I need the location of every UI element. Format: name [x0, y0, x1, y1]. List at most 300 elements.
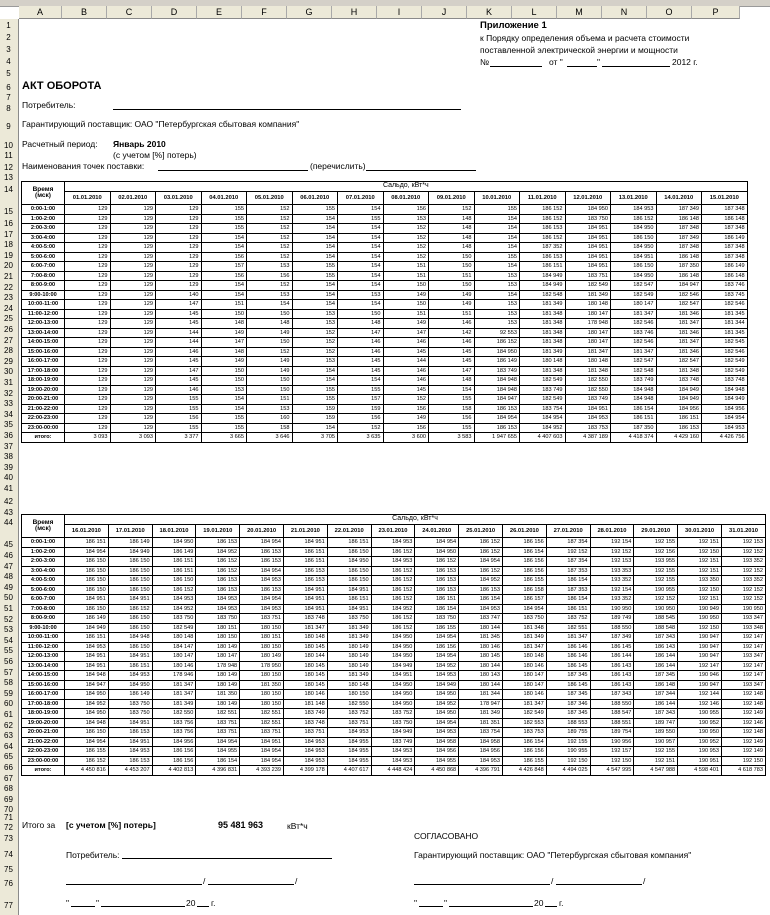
value-cell[interactable]: 180 149 [327, 642, 371, 652]
value-cell[interactable]: 190 947 [678, 633, 722, 643]
value-cell[interactable]: 186 152 [611, 214, 657, 224]
value-cell[interactable]: 156 [383, 205, 429, 215]
value-cell[interactable]: 150 [247, 376, 293, 386]
value-cell[interactable]: 184 953 [108, 747, 152, 757]
value-cell[interactable]: 154 [474, 214, 520, 224]
value-cell[interactable]: 129 [65, 357, 111, 367]
value-cell[interactable]: 152 [383, 243, 429, 253]
value-cell[interactable]: 182 550 [565, 385, 611, 395]
value-cell[interactable]: 129 [65, 252, 111, 262]
value-cell[interactable]: 192 151 [678, 557, 722, 567]
value-cell[interactable]: 154 [292, 423, 338, 433]
value-cell[interactable]: 186 152 [520, 233, 566, 243]
value-cell[interactable]: 156 [338, 414, 384, 424]
value-cell[interactable]: 184 952 [415, 699, 459, 709]
value-cell[interactable]: 184 951 [283, 538, 327, 548]
value-cell[interactable]: 129 [65, 205, 111, 215]
value-cell[interactable]: 184 956 [656, 404, 702, 414]
value-cell[interactable]: 184 954 [196, 737, 240, 747]
value-cell[interactable]: 190 955 [634, 585, 678, 595]
value-cell[interactable]: 192 146 [678, 699, 722, 709]
row-number[interactable]: 44 [4, 518, 13, 527]
value-cell[interactable]: 192 155 [634, 576, 678, 586]
value-cell[interactable]: 182 549 [702, 357, 748, 367]
row-number[interactable]: 59 [4, 688, 13, 698]
value-cell[interactable]: 184 950 [371, 642, 415, 652]
value-cell[interactable]: 151 [383, 309, 429, 319]
value-cell[interactable]: 193 348 [721, 623, 765, 633]
time-cell[interactable]: 3:00-4:00 [22, 566, 65, 576]
value-cell[interactable]: 180 145 [459, 652, 503, 662]
total-cell[interactable]: 4 618 783 [721, 766, 765, 776]
value-cell[interactable]: 186 149 [152, 547, 196, 557]
value-cell[interactable]: 180 150 [240, 671, 284, 681]
value-cell[interactable]: 154 [247, 300, 293, 310]
row-number[interactable]: 55 [4, 646, 13, 656]
value-cell[interactable]: 154 [292, 290, 338, 300]
value-cell[interactable]: 180 150 [240, 642, 284, 652]
value-cell[interactable]: 129 [65, 376, 111, 386]
value-cell[interactable]: 184 950 [611, 243, 657, 253]
time-cell[interactable]: 2:00-3:00 [22, 224, 65, 234]
value-cell[interactable]: 186 153 [108, 728, 152, 738]
value-cell[interactable]: 145 [338, 357, 384, 367]
value-cell[interactable]: 186 156 [152, 747, 196, 757]
value-cell[interactable]: 183 753 [502, 728, 546, 738]
value-cell[interactable]: 189 550 [634, 728, 678, 738]
value-cell[interactable]: 180 150 [240, 690, 284, 700]
value-cell[interactable]: 154 [292, 214, 338, 224]
value-cell[interactable]: 183 756 [152, 728, 196, 738]
time-cell[interactable]: 23:00-00:00 [22, 423, 65, 433]
value-cell[interactable]: 190 947 [678, 680, 722, 690]
value-cell[interactable]: 186 150 [152, 576, 196, 586]
value-cell[interactable]: 180 143 [459, 671, 503, 681]
value-cell[interactable]: 186 148 [656, 214, 702, 224]
value-cell[interactable]: 184 948 [702, 385, 748, 395]
total-cell[interactable]: 4 426 848 [502, 766, 546, 776]
value-cell[interactable]: 129 [65, 366, 111, 376]
time-cell[interactable]: 6:00-7:00 [22, 262, 65, 272]
value-cell[interactable]: 180 145 [283, 642, 327, 652]
value-cell[interactable]: 129 [65, 347, 111, 357]
row-number[interactable]: 75 [4, 865, 13, 874]
value-cell[interactable]: 129 [156, 243, 202, 253]
time-cell[interactable]: 4:00-5:00 [22, 243, 65, 253]
value-cell[interactable]: 129 [110, 243, 156, 253]
value-cell[interactable]: 129 [110, 385, 156, 395]
value-cell[interactable]: 183 750 [415, 614, 459, 624]
value-cell[interactable]: 147 [201, 338, 247, 348]
value-cell[interactable]: 184 949 [415, 680, 459, 690]
value-cell[interactable]: 184 951 [327, 604, 371, 614]
value-cell[interactable]: 129 [110, 366, 156, 376]
value-cell[interactable]: 155 [292, 385, 338, 395]
value-cell[interactable]: 149 [247, 366, 293, 376]
value-cell[interactable]: 154 [201, 281, 247, 291]
value-cell[interactable]: 155 [474, 252, 520, 262]
totals-label[interactable]: итого: [22, 766, 65, 776]
value-cell[interactable]: 158 [429, 404, 475, 414]
value-cell[interactable]: 186 154 [196, 756, 240, 766]
row-number[interactable]: 65 [4, 752, 13, 762]
value-cell[interactable]: 184 953 [327, 728, 371, 738]
value-cell[interactable]: 152 [247, 281, 293, 291]
value-cell[interactable]: 192 148 [721, 699, 765, 709]
row-number[interactable]: 69 [4, 794, 13, 804]
row-number[interactable]: 72 [4, 823, 13, 832]
row-number[interactable]: 41 [4, 484, 13, 493]
value-cell[interactable]: 186 153 [520, 252, 566, 262]
value-cell[interactable]: 155 [201, 205, 247, 215]
value-cell[interactable]: 151 [247, 395, 293, 405]
column-header-O[interactable]: O [647, 6, 692, 19]
value-cell[interactable]: 187 345 [634, 671, 678, 681]
value-cell[interactable]: 129 [156, 224, 202, 234]
time-cell[interactable]: 10:00-11:00 [22, 633, 65, 643]
value-cell[interactable]: 186 143 [634, 642, 678, 652]
value-cell[interactable]: 180 147 [502, 671, 546, 681]
value-cell[interactable]: 192 153 [590, 557, 634, 567]
value-cell[interactable]: 184 951 [65, 652, 109, 662]
value-cell[interactable]: 186 151 [327, 595, 371, 605]
value-cell[interactable]: 183 750 [152, 614, 196, 624]
time-cell[interactable]: 3:00-4:00 [22, 233, 65, 243]
value-cell[interactable]: 184 953 [196, 595, 240, 605]
value-cell[interactable]: 129 [110, 309, 156, 319]
value-cell[interactable]: 186 154 [502, 737, 546, 747]
value-cell[interactable]: 153 [247, 262, 293, 272]
row-number[interactable]: 73 [4, 834, 13, 843]
value-cell[interactable]: 152 [247, 224, 293, 234]
value-cell[interactable]: 156 [383, 423, 429, 433]
value-cell[interactable]: 129 [156, 262, 202, 272]
value-cell[interactable]: 148 [201, 347, 247, 357]
value-cell[interactable]: 188 553 [546, 718, 590, 728]
value-cell[interactable]: 154 [474, 262, 520, 272]
value-cell[interactable]: 148 [429, 243, 475, 253]
value-cell[interactable]: 186 153 [196, 585, 240, 595]
value-cell[interactable]: 155 [201, 414, 247, 424]
value-cell[interactable]: 184 954 [415, 538, 459, 548]
value-cell[interactable]: 187 348 [702, 243, 748, 253]
time-cell[interactable]: 1:00-2:00 [22, 547, 65, 557]
value-cell[interactable]: 184 950 [371, 690, 415, 700]
value-cell[interactable]: 186 150 [108, 614, 152, 624]
time-cell[interactable]: 20:00-21:00 [22, 395, 65, 405]
value-cell[interactable]: 159 [292, 414, 338, 424]
value-cell[interactable]: 180 146 [502, 661, 546, 671]
value-cell[interactable]: 192 151 [678, 566, 722, 576]
value-cell[interactable]: 193 347 [721, 614, 765, 624]
value-cell[interactable]: 181 348 [656, 366, 702, 376]
value-cell[interactable]: 192 146 [721, 718, 765, 728]
value-cell[interactable]: 192 152 [721, 566, 765, 576]
value-cell[interactable]: 184 951 [565, 404, 611, 414]
value-cell[interactable]: 186 153 [459, 585, 503, 595]
value-cell[interactable]: 186 145 [546, 661, 590, 671]
value-cell[interactable]: 150 [247, 385, 293, 395]
value-cell[interactable]: 192 155 [546, 737, 590, 747]
value-cell[interactable]: 181 349 [565, 290, 611, 300]
value-cell[interactable]: 152 [383, 395, 429, 405]
value-cell[interactable]: 192 148 [721, 728, 765, 738]
value-cell[interactable]: 192 144 [678, 690, 722, 700]
value-cell[interactable]: 150 [201, 366, 247, 376]
value-cell[interactable]: 183 750 [196, 614, 240, 624]
value-cell[interactable]: 181 346 [656, 328, 702, 338]
row-number[interactable]: 39 [4, 462, 13, 472]
value-cell[interactable]: 180 149 [196, 671, 240, 681]
value-cell[interactable]: 192 150 [546, 756, 590, 766]
value-cell[interactable]: 129 [65, 385, 111, 395]
value-cell[interactable]: 182 546 [702, 347, 748, 357]
row-number[interactable]: 43 [4, 508, 13, 517]
value-cell[interactable]: 145 [383, 347, 429, 357]
column-header-F[interactable]: F [242, 6, 287, 19]
value-cell[interactable]: 190 950 [590, 604, 634, 614]
value-cell[interactable]: 182 545 [702, 338, 748, 348]
value-cell[interactable]: 182 549 [565, 281, 611, 291]
column-header-B[interactable]: B [62, 6, 107, 19]
value-cell[interactable]: 187 352 [520, 243, 566, 253]
value-cell[interactable]: 184 147 [152, 642, 196, 652]
value-cell[interactable]: 180 148 [565, 300, 611, 310]
value-cell[interactable]: 129 [110, 357, 156, 367]
value-cell[interactable]: 181 347 [283, 623, 327, 633]
value-cell[interactable]: 181 346 [656, 347, 702, 357]
row-number[interactable]: 23 [4, 293, 13, 303]
value-cell[interactable]: 154 [201, 290, 247, 300]
time-cell[interactable]: 22:00-23:00 [22, 747, 65, 757]
value-cell[interactable]: 186 153 [474, 423, 520, 433]
value-cell[interactable]: 187 354 [546, 538, 590, 548]
value-cell[interactable]: 181 344 [702, 319, 748, 329]
time-cell[interactable]: 5:00-6:00 [22, 585, 65, 595]
row-number[interactable]: 52 [4, 614, 13, 624]
value-cell[interactable]: 180 151 [240, 633, 284, 643]
row-number[interactable]: 51 [4, 604, 13, 613]
column-header-J[interactable]: J [422, 6, 467, 19]
value-cell[interactable]: 129 [110, 252, 156, 262]
row-number[interactable]: 22 [4, 282, 13, 292]
value-cell[interactable]: 184 951 [371, 671, 415, 681]
time-cell[interactable]: 7:00-8:00 [22, 604, 65, 614]
value-cell[interactable]: 129 [110, 281, 156, 291]
value-cell[interactable]: 154 [338, 281, 384, 291]
value-cell[interactable]: 184 956 [415, 747, 459, 757]
value-cell[interactable]: 152 [247, 252, 293, 262]
row-number[interactable]: 67 [4, 773, 13, 783]
total-cell[interactable]: 4 450 868 [415, 766, 459, 776]
value-cell[interactable]: 145 [156, 319, 202, 329]
value-cell[interactable]: 129 [110, 300, 156, 310]
row-number[interactable]: 30 [4, 367, 13, 377]
total-cell[interactable]: 3 635 [338, 433, 384, 443]
value-cell[interactable]: 186 154 [459, 595, 503, 605]
value-cell[interactable]: 183 748 [656, 376, 702, 386]
value-cell[interactable]: 148 [429, 214, 475, 224]
value-cell[interactable]: 184 950 [371, 680, 415, 690]
value-cell[interactable]: 183 749 [611, 376, 657, 386]
value-cell[interactable]: 186 151 [65, 538, 109, 548]
value-cell[interactable]: 153 [338, 290, 384, 300]
row-number[interactable]: 58 [4, 678, 13, 688]
row-number[interactable]: 32 [4, 388, 13, 398]
value-cell[interactable]: 159 [338, 404, 384, 414]
value-cell[interactable]: 186 151 [327, 538, 371, 548]
value-cell[interactable]: 183 750 [108, 709, 152, 719]
value-cell[interactable]: 186 152 [371, 614, 415, 624]
row-number[interactable]: 3 [6, 45, 11, 54]
totals-label[interactable]: итого: [22, 433, 65, 443]
value-cell[interactable]: 192 148 [721, 690, 765, 700]
value-cell[interactable]: 181 345 [702, 328, 748, 338]
value-cell[interactable]: 188 551 [590, 718, 634, 728]
value-cell[interactable]: 182 550 [152, 709, 196, 719]
value-cell[interactable]: 183 750 [502, 614, 546, 624]
value-cell[interactable]: 186 156 [502, 538, 546, 548]
value-cell[interactable]: 182 546 [611, 338, 657, 348]
row-number[interactable]: 61 [4, 710, 13, 719]
column-header-C[interactable]: C [107, 6, 152, 19]
value-cell[interactable]: 182 550 [565, 376, 611, 386]
row-number[interactable]: 12 [4, 163, 13, 172]
value-cell[interactable]: 192 154 [590, 585, 634, 595]
value-cell[interactable]: 129 [65, 243, 111, 253]
time-cell[interactable]: 14:00-15:00 [22, 338, 65, 348]
total-cell[interactable]: 4 396 791 [459, 766, 503, 776]
value-cell[interactable]: 186 153 [240, 585, 284, 595]
value-cell[interactable]: 181 349 [327, 671, 371, 681]
value-cell[interactable]: 148 [429, 376, 475, 386]
value-cell[interactable]: 188 547 [590, 709, 634, 719]
value-cell[interactable]: 155 [429, 423, 475, 433]
value-cell[interactable]: 147 [156, 300, 202, 310]
row-number[interactable]: 24 [4, 303, 13, 313]
value-cell[interactable]: 181 347 [611, 347, 657, 357]
value-cell[interactable]: 186 157 [502, 595, 546, 605]
value-cell[interactable]: 192 154 [590, 538, 634, 548]
value-cell[interactable]: 186 152 [520, 214, 566, 224]
column-header-L[interactable]: L [512, 6, 557, 19]
value-cell[interactable]: 186 151 [108, 661, 152, 671]
value-cell[interactable]: 146 [429, 338, 475, 348]
time-cell[interactable]: 9:00-10:00 [22, 623, 65, 633]
row-number[interactable]: 53 [4, 625, 13, 635]
value-cell[interactable]: 147 [383, 328, 429, 338]
value-cell[interactable]: 184 952 [196, 547, 240, 557]
value-cell[interactable]: 154 [338, 376, 384, 386]
value-cell[interactable]: 187 349 [656, 233, 702, 243]
value-cell[interactable]: 184 950 [474, 347, 520, 357]
value-cell[interactable]: 184 954 [240, 747, 284, 757]
value-cell[interactable]: 192 150 [678, 623, 722, 633]
column-header-M[interactable]: M [557, 6, 602, 19]
value-cell[interactable]: 181 348 [520, 338, 566, 348]
value-cell[interactable]: 186 150 [108, 623, 152, 633]
value-cell[interactable]: 155 [156, 404, 202, 414]
value-cell[interactable]: 183 747 [459, 614, 503, 624]
value-cell[interactable]: 190 950 [678, 728, 722, 738]
value-cell[interactable]: 184 951 [65, 661, 109, 671]
row-number[interactable]: 26 [4, 325, 13, 334]
value-cell[interactable]: 186 153 [240, 547, 284, 557]
value-cell[interactable]: 188 550 [590, 623, 634, 633]
value-cell[interactable]: 184 952 [459, 576, 503, 586]
value-cell[interactable]: 186 152 [65, 756, 109, 766]
row-number[interactable]: 21 [4, 272, 13, 281]
value-cell[interactable]: 184 950 [415, 547, 459, 557]
value-cell[interactable]: 129 [110, 414, 156, 424]
row-number[interactable]: 15 [4, 207, 13, 216]
value-cell[interactable]: 184 951 [283, 585, 327, 595]
value-cell[interactable]: 151 [383, 262, 429, 272]
value-cell[interactable]: 186 150 [108, 566, 152, 576]
value-cell[interactable]: 186 148 [702, 214, 748, 224]
total-cell[interactable]: 3 583 [429, 433, 475, 443]
value-cell[interactable]: 187 343 [634, 633, 678, 643]
value-cell[interactable]: 149 [429, 300, 475, 310]
value-cell[interactable]: 186 152 [371, 595, 415, 605]
value-cell[interactable]: 184 955 [327, 756, 371, 766]
value-cell[interactable]: 150 [201, 376, 247, 386]
value-cell[interactable]: 152 [383, 224, 429, 234]
value-cell[interactable]: 146 [383, 366, 429, 376]
value-cell[interactable]: 182 550 [327, 699, 371, 709]
value-cell[interactable]: 184 949 [371, 661, 415, 671]
time-cell[interactable]: 23:00-00:00 [22, 756, 65, 766]
value-cell[interactable]: 187 343 [590, 690, 634, 700]
value-cell[interactable]: 182 547 [656, 300, 702, 310]
value-cell[interactable]: 153 [247, 404, 293, 414]
time-cell[interactable]: 21:00-22:00 [22, 404, 65, 414]
value-cell[interactable]: 129 [65, 338, 111, 348]
value-cell[interactable]: 184 953 [565, 414, 611, 424]
value-cell[interactable]: 183 749 [371, 737, 415, 747]
total-cell[interactable]: 4 547 995 [590, 766, 634, 776]
column-header-E[interactable]: E [197, 6, 242, 19]
value-cell[interactable]: 181 344 [459, 690, 503, 700]
row-number[interactable]: 14 [4, 185, 13, 194]
row-number[interactable]: 66 [4, 763, 13, 772]
value-cell[interactable]: 184 953 [371, 747, 415, 757]
value-cell[interactable]: 184 950 [371, 699, 415, 709]
value-cell[interactable]: 184 953 [240, 576, 284, 586]
value-cell[interactable]: 184 948 [65, 718, 109, 728]
value-cell[interactable]: 154 [474, 243, 520, 253]
value-cell[interactable]: 183 752 [327, 709, 371, 719]
value-cell[interactable]: 184 951 [565, 252, 611, 262]
value-cell[interactable]: 129 [110, 290, 156, 300]
value-cell[interactable]: 193 350 [678, 576, 722, 586]
value-cell[interactable]: 186 150 [108, 642, 152, 652]
value-cell[interactable]: 129 [110, 395, 156, 405]
row-number[interactable]: 31 [4, 378, 13, 387]
value-cell[interactable]: 178 948 [196, 661, 240, 671]
value-cell[interactable]: 158 [247, 423, 293, 433]
value-cell[interactable]: 180 150 [240, 623, 284, 633]
value-cell[interactable]: 155 [474, 205, 520, 215]
value-cell[interactable]: 181 345 [459, 633, 503, 643]
value-cell[interactable]: 182 548 [611, 366, 657, 376]
value-cell[interactable]: 152 [292, 338, 338, 348]
value-cell[interactable]: 183 751 [327, 718, 371, 728]
value-cell[interactable]: 186 151 [546, 604, 590, 614]
value-cell[interactable]: 129 [156, 233, 202, 243]
time-cell[interactable]: 15:00-16:00 [22, 347, 65, 357]
value-cell[interactable]: 186 154 [415, 604, 459, 614]
